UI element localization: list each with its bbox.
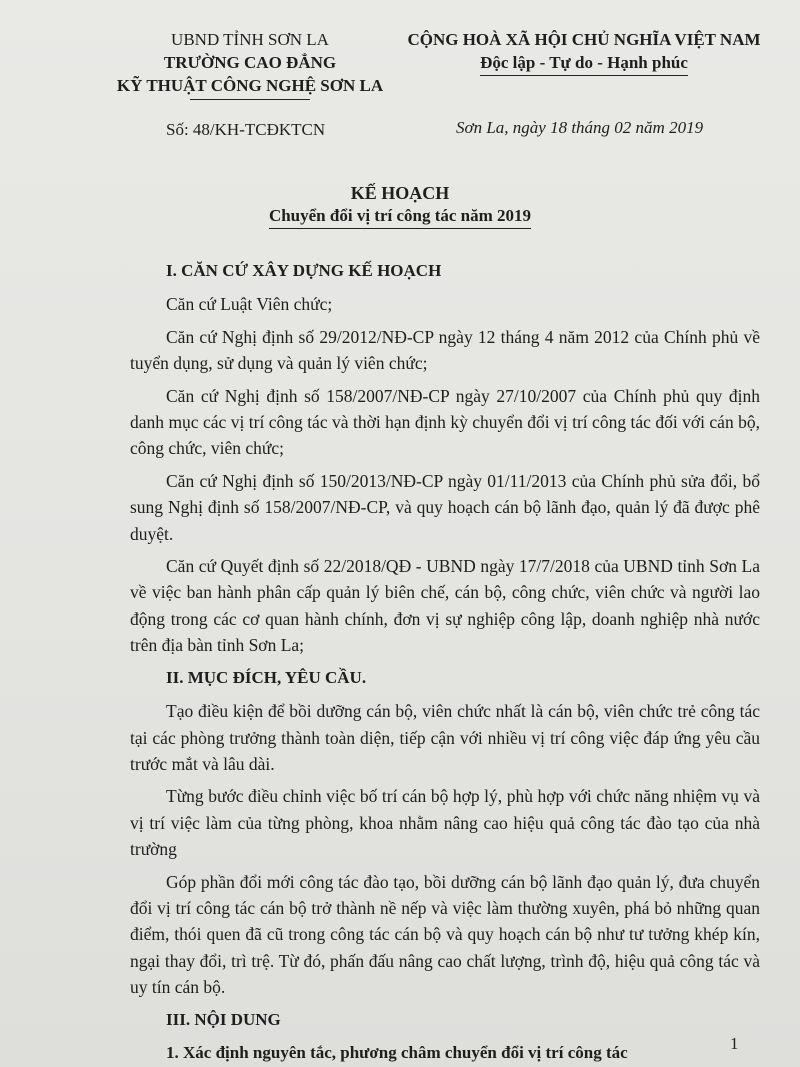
- section-3-item-1-heading: 1. Xác định nguyên tắc, phương châm chuyển đổi vị trí công tác: [166, 1042, 628, 1062]
- place-and-date: Sơn La, ngày 18 tháng 02 năm 2019: [456, 118, 704, 137]
- national-motto: Độc lập - Tự do - Hạnh phúc: [480, 51, 688, 76]
- section-2-paragraph: Góp phần đổi mới công tác đào tạo, bồi dưỡng cán bộ lãnh đạo quản lý, đưa chuyển đổi vị trí công tác cán bộ trở thành nề nếp và việc làm thường xuyên, phá bỏ những quan điểm, thói quen đã cũ trong công tác cán bộ và quy hoạch cán bộ như tư tưởng khép kín, ngại thay đổi, trì trệ. Từ đó, phấn đấu nâng cao chất lượng, trình độ, hiệu quả công tác và uy tín cán bộ.: [130, 871, 760, 998]
- document-title: KẾ HOẠCH: [350, 183, 450, 203]
- section-2-paragraph: Tạo điều kiện để bồi dưỡng cán bộ, viên chức nhất là cán bộ, viên chức trẻ công tác tại các phòng trưởng thành toàn diện, tiếp cận với nhiều vị trí công việc đáp ứng yêu cầu trước mắt và lâu dài.: [130, 701, 760, 774]
- issuing-agency-block: [100, 28, 400, 100]
- section-1-paragraph: Căn cứ Luật Viên chức;: [166, 294, 333, 315]
- title-block: [0, 182, 800, 229]
- section-2-heading: II. MỤC ĐÍCH, YÊU CẦU.: [166, 667, 367, 687]
- section-3-heading: III. NỘI DUNG: [166, 1009, 281, 1029]
- document-body: [130, 255, 760, 1066]
- national-title-block: [398, 28, 770, 76]
- section-2-paragraph: Từng bước điều chỉnh việc bố trí cán bộ hợp lý, phù hợp với chức năng nhiệm vụ và vị trí việc làm của từng phòng, khoa nhằm nâng cao hiệu quả công tác đào tạo của nhà trường: [130, 786, 760, 860]
- section-1-paragraph: Căn cứ Nghị định số 158/2007/NĐ-CP ngày 27/10/2007 của Chính phủ quy định danh mục các vị trí công tác và thời hạn định kỳ chuyển đổi vị trí công tác đối với cán bộ, công chức, viên chức;: [130, 385, 760, 459]
- section-1-paragraph: Căn cứ Quyết định số 22/2018/QĐ - UBND ngày 17/7/2018 của UBND tỉnh Sơn La về việc ban hành phân cấp quản lý biên chế, cán bộ, công chức, viên chức và người lao động trong các cơ quan hành chính, đơn vị sự nghiệp công lập, doanh nghiệp nhà nước trên địa bàn tỉnh Sơn La;: [130, 556, 760, 656]
- section-1-paragraph: Căn cứ Nghị định số 150/2013/NĐ-CP ngày 01/11/2013 của Chính phủ sửa đổi, bổ sung Nghị định số 158/2007/NĐ-CP, và quy hoạch cán bộ lãnh đạo, quản lý đã được phê duyệt.: [130, 470, 760, 544]
- document-number: Số: 48/KH-TCĐKTCN: [166, 120, 326, 139]
- school-name-line2: KỸ THUẬT CÔNG NGHỆ SƠN LA: [116, 76, 384, 95]
- country-name: CỘNG HOÀ XÃ HỘI CHỦ NGHĨA VIỆT NAM: [407, 30, 761, 49]
- school-name-line1: TRƯỜNG CAO ĐẲNG: [163, 53, 337, 72]
- page-number: 1: [730, 1034, 739, 1053]
- section-1-paragraph: Căn cứ Nghị định số 29/2012/NĐ-CP ngày 12 tháng 4 năm 2012 của Chính phủ về tuyển dụng, sử dụng và quản lý viên chức;: [130, 326, 760, 374]
- section-1-heading: I. CĂN CỨ XÂY DỰNG KẾ HOẠCH: [166, 261, 442, 280]
- document-subtitle: Chuyển đổi vị trí công tác năm 2019: [269, 204, 531, 229]
- agency-name: UBND TỈNH SƠN LA: [171, 30, 329, 49]
- header-underline: [190, 99, 310, 100]
